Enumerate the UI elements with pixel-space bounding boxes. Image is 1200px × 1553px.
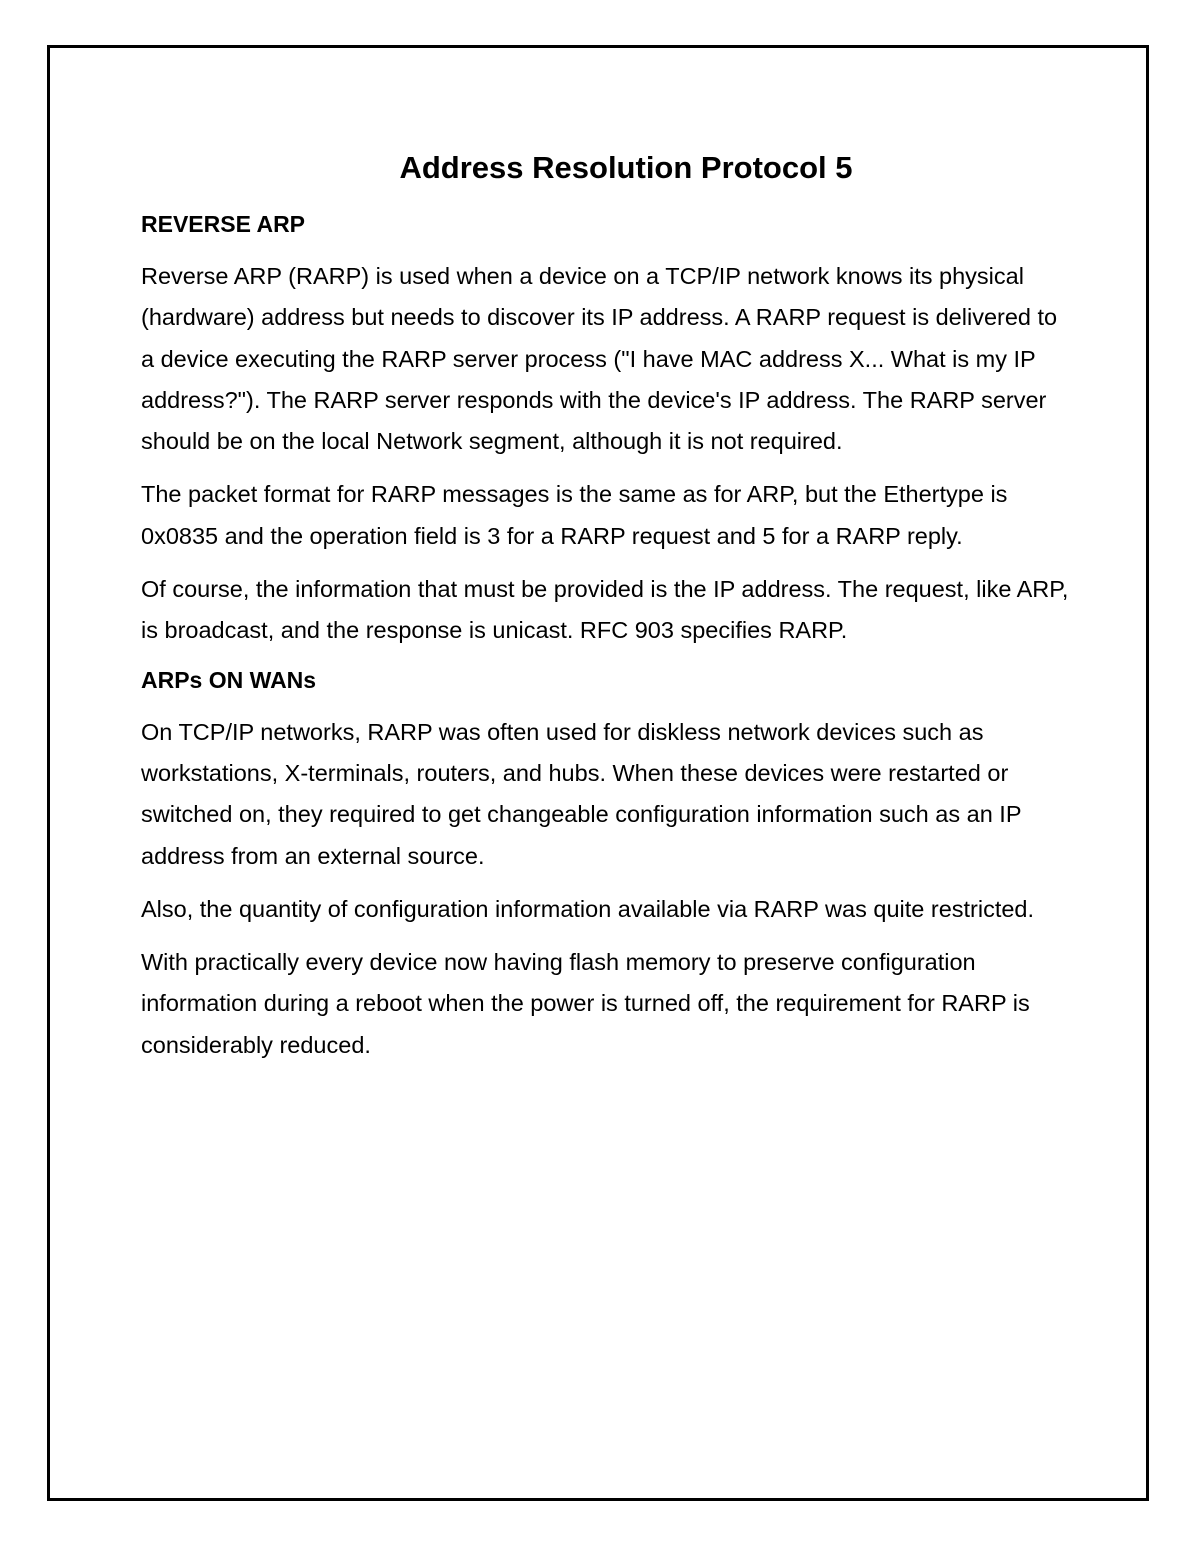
document-title: Address Resolution Protocol 5	[399, 150, 853, 185]
paragraph: With practically every device now having flash memory to preserve configuration information during a reboot when the power is turned off, the requirement for RARP is considerably reduced.	[141, 949, 1030, 1058]
paragraph: On TCP/IP networks, RARP was often used for diskless network devices such as workstations, X-terminals, routers, and hubs. When these devices were restarted or switched on, they required to get changeable configuration information such as an IP address from an external source.	[141, 718, 1022, 869]
section-reverse-arp	[141, 208, 1071, 652]
document-body	[141, 140, 1071, 1078]
section-heading: REVERSE ARP	[141, 211, 306, 237]
paragraph: The packet format for RARP messages is the same as for ARP, but the Ethertype is 0x0835 and the operation field is 3 for a RARP request and 5 for a RARP reply.	[141, 481, 1008, 549]
paragraph: Reverse ARP (RARP) is used when a device on a TCP/IP network knows its physical (hardware) address but needs to discover its IP address. A RARP request is delivered to a device executing the RARP server process ("I have MAC address X... What is my IP address?"). The RARP server responds with the device's IP address. The RARP server should be on the local Network segment, although it is not required.	[141, 263, 1058, 455]
section-heading: ARPs ON WANs	[141, 666, 317, 693]
paragraph: Also, the quantity of configuration information available via RARP was quite restricted.	[141, 895, 1035, 922]
paragraph: Of course, the information that must be provided is the IP address. The request, like ARP, is broadcast, and the response is unicast. RFC 903 specifies RARP.	[141, 576, 1069, 644]
section-arps-on-wans	[141, 664, 1071, 1066]
